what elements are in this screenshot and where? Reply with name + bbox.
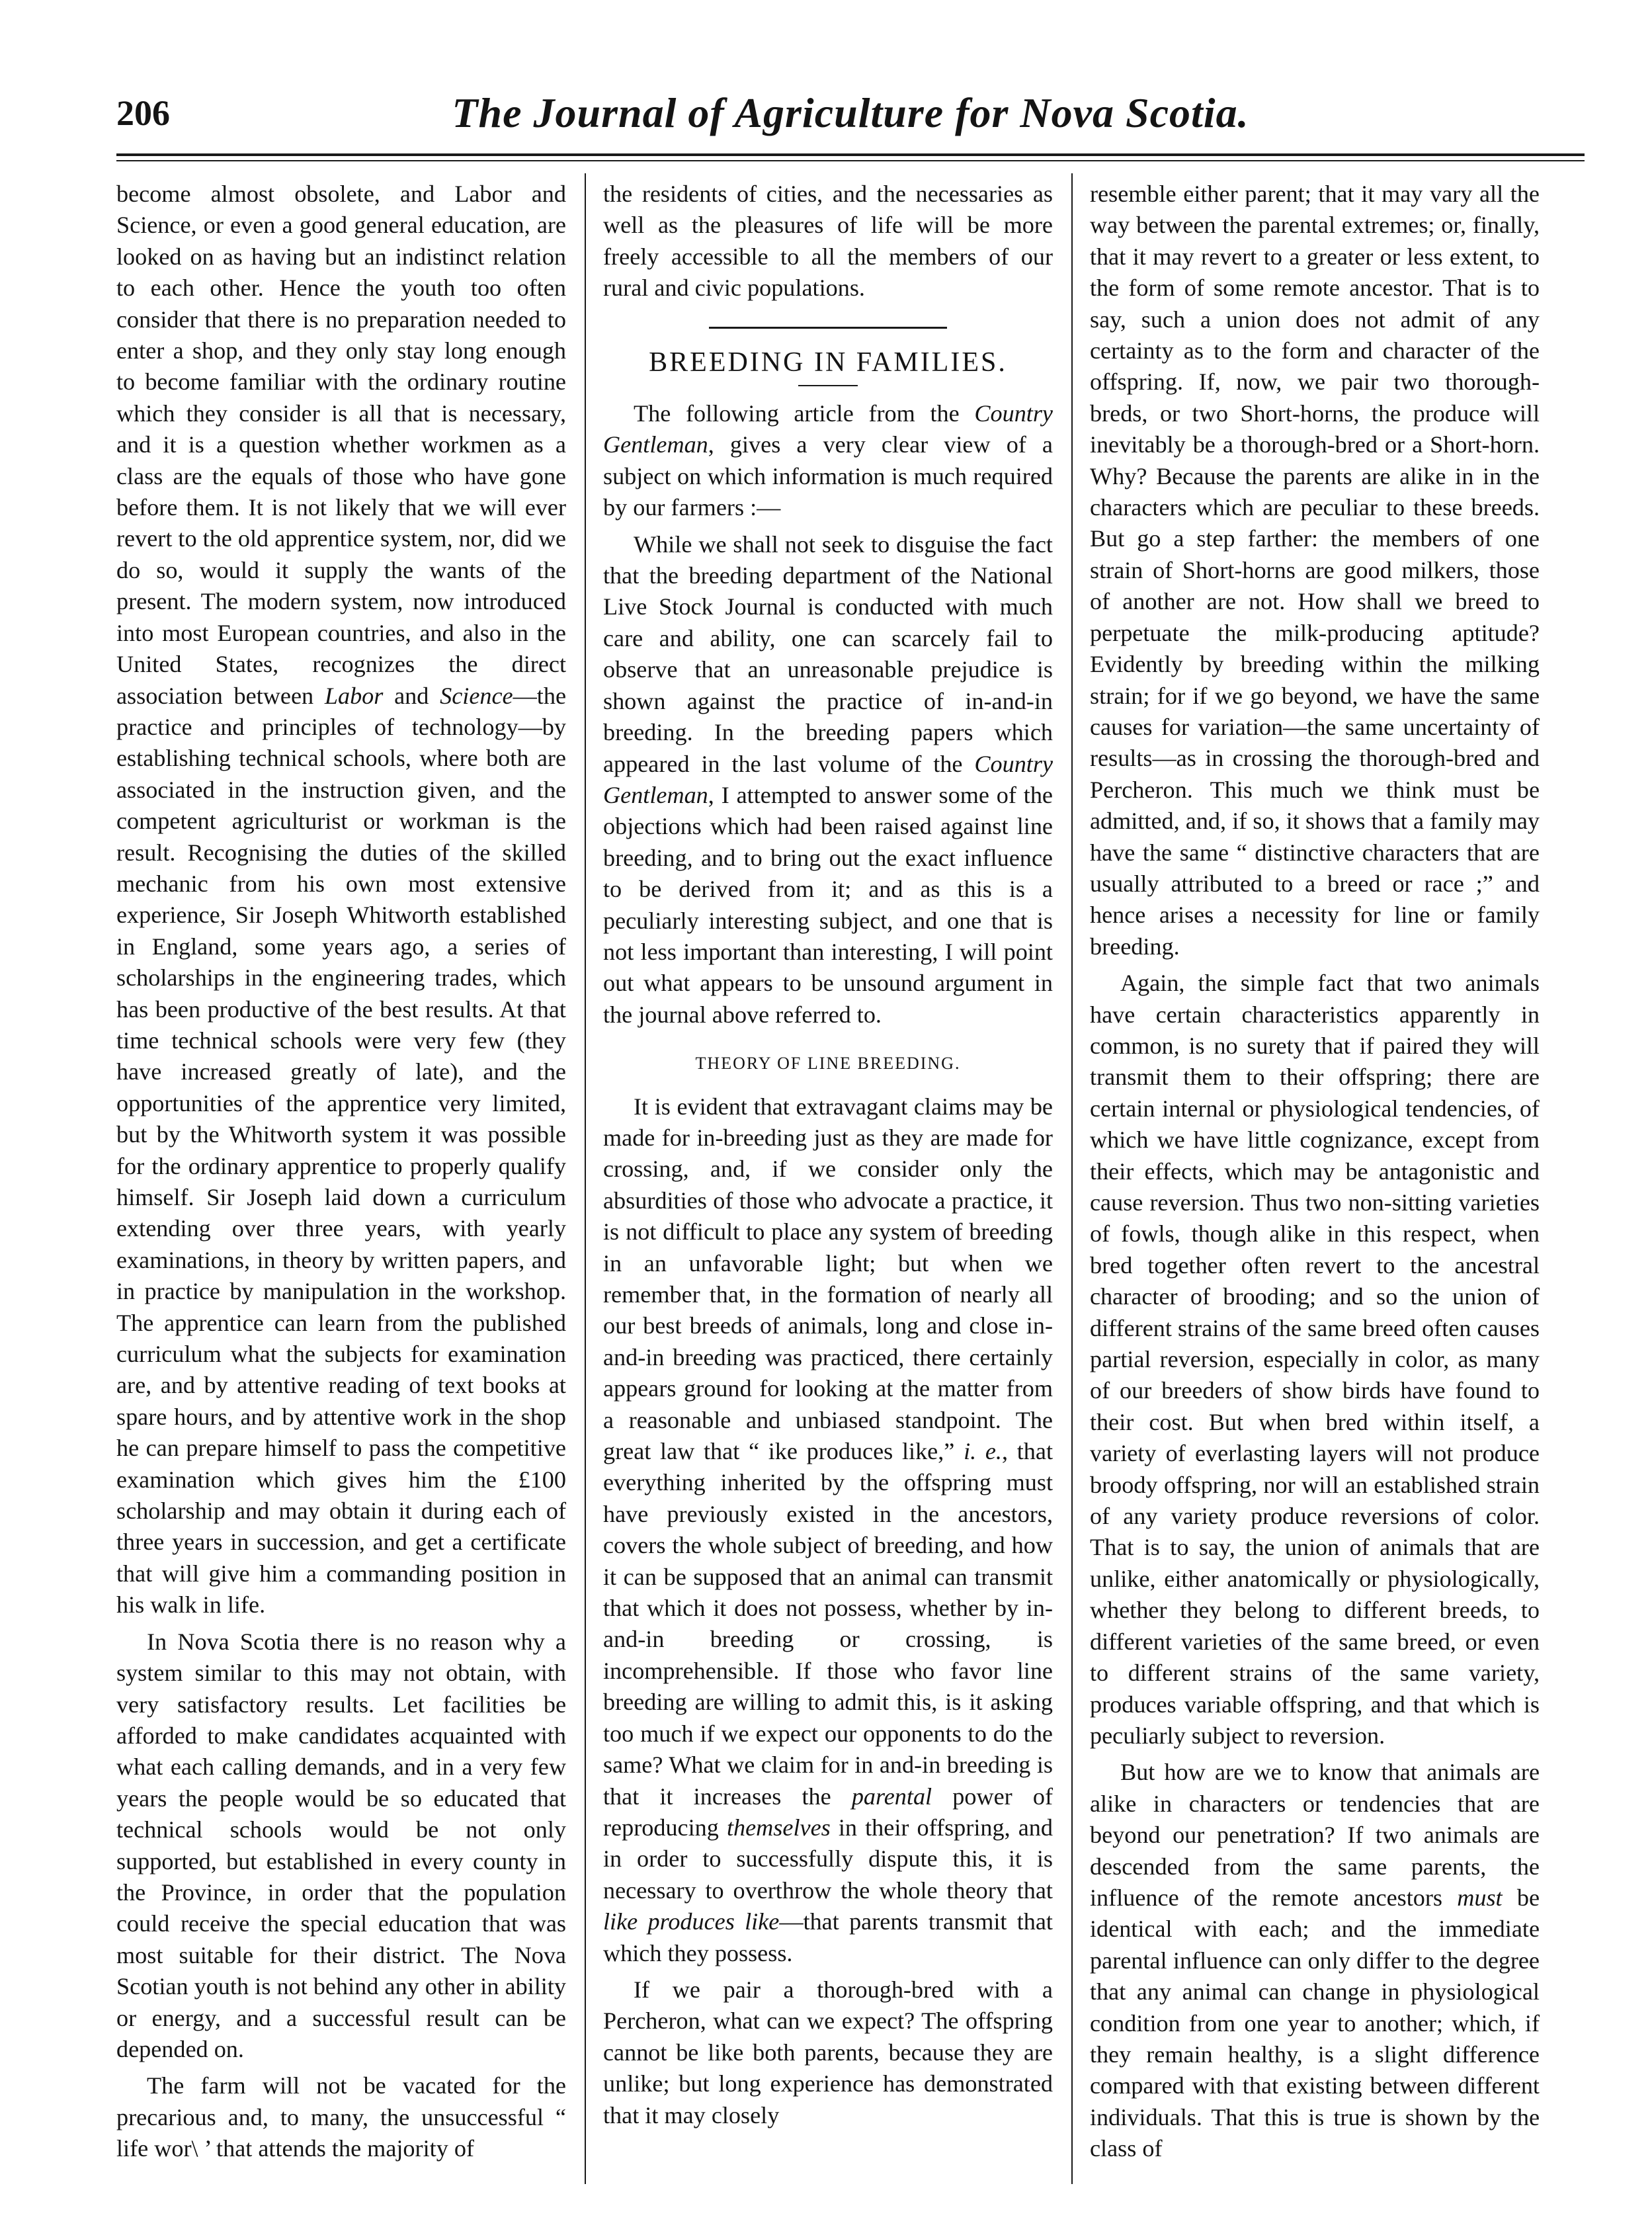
page-header [116, 89, 1585, 146]
section-title: BREEDING IN FAMILIES. [649, 347, 1007, 378]
paragraph: But how are we to know that animals are alike in characters or tendencies that are beyond our penetration? If two animals are descended from the same parents, the influence of the remote ancestors must be identical with each; and the immediate parental influence can only differ to the degree that any animal can change in physiological condition from one year to another; which, if they remain healthy, is a slight difference compared with that existing between different individuals. That this is true is shown by the class of [1090, 1759, 1540, 2162]
subsection-title: THEORY OF LINE BREEDING. [695, 1054, 961, 1074]
paragraph: In Nova Scotia there is no reason why a system similar to this may not obtain, with very satisfactory results. Let facilities be afforded to make candidates acquainted with what each calling demands, and in a very few years the people would be so educated that technical schools would be not only supported, but established in every county in the Province, in order that the population could receive the special education that was most suitable for their district. The Nova Scotian youth is not behind any other in ability or energy, and a successful result can be depended on. [116, 1628, 566, 2062]
column-3 [1090, 179, 1540, 2165]
column-1 [116, 179, 566, 2165]
paragraph: become almost obsolete, and Labor and Science, or even a good general education, are looked on as having but an indistinct relation to each other. Hence the youth too often consider that there is no preparation needed to enter a shop, and they only stay long enough to become familiar with the ordinary routine which they consider is all that is necessary, and it is a question whether workmen as a class are the equals of those who have gone before them. It is not likely that we will ever revert to the old apprentice system, nor, did we do so, would it supply the wants of the present. The modern system, now introduced into most European countries, and also in the United States, recognizes the direct association between Labor and Science—the practice and principles of technology—by establishing technical schools, where both are associated in the instruction given, and the competent agriculturist or workman is the result. Recognising the duties of the skilled mechanic from his own most extensive experience, Sir Joseph Whitworth established in England, some years ago, a series of scholarships in the engineering trades, which has been productive of the best results. At that time technical schools were very few (they have increased greatly of late), and the opportunities of the apprentice very limited, but by the Whitworth system it was possible for the ordinary apprentice to properly qualify himself. Sir Joseph laid down a curriculum extending over three years, with yearly examinations, in theory by written papers, and in practice by manipulation in the workshop. The apprentice can learn from the published curriculum what the subjects for examination are, and by attentive reading of text books at spare hours, and by attentive work in the shop he can prepare himself to pass the competitive examination which gives him the £100 scholarship and may obtain it during each of three years in succession, and get a certificate that will give him a commanding position in his walk in life. [116, 181, 567, 1619]
column-2 [603, 179, 1053, 2131]
paragraph: While we shall not seek to disguise the fact that the breeding department of the National Live Stock Journal is conducted with much care and ability, one can scarcely fail to observe that an unreasonable prejudice is shown against the practice of in-and-in breeding. In the breeding papers which appeared in the last volume of the Country Gentleman, I attempted to answer some of the objections which had been raised against line breeding, and to bring out the exact influence to be derived from it; and as this is a peculiarly interesting subject, and one that is not less important than interesting, I will point out what appears to be unsound argument in the journal above referred to. [603, 530, 1053, 1028]
paragraph: Again, the simple fact that two animals have certain characteristics apparently in common, is no surety that if paired they will transmit them to their offspring; there are certain internal or physiological tendencies, of which we have little cognizance, except from their effects, which may be antagonistic and cause reversion. Thus two non-sitting varieties of fowls, though alike in this respect, when bred together often revert to the ancestral character of brooding; and so the union of different strains of the same breed often causes partial reversion, especially in color, as many of our breeders of show birds have found to their cost. But when bred within itself, a variety of everlasting layers will not produce broody offspring, nor will an established strain of any variety produce reversions of color. That is to say, the union of animals that are unlike, either anatomically or physiologically, whether they belong to different breeds, to different varieties of the same breed, or even to different strains of the same variety, produces variable offspring, and that which is peculiarly subject to reversion. [1090, 970, 1540, 1749]
journal-title: The Journal of Agriculture for Nova Scotia. [452, 89, 1249, 136]
paragraph: the residents of cities, and the necessaries as well as the pleasures of life will be more freely accessible to all the members of our rural and civic populations. [603, 181, 1053, 302]
header-rule-top [116, 153, 1585, 156]
column-divider-left [585, 173, 586, 2184]
header-rule-bottom [116, 160, 1585, 161]
section-separator [709, 327, 947, 329]
title-underline [798, 385, 858, 386]
column-divider-right [1071, 173, 1073, 2184]
page-number: 206 [116, 93, 170, 133]
paragraph: It is evident that extravagant claims may be made for in-breeding just as they are made for crossing, and, if we consider only the absurdities of those who advocate a practice, it is not difficult to place any system of breeding in an unfavorable light; but when we remember that, in the formation of nearly all our best breeds of animals, long and close in-and-in breeding was practiced, there certainly appears ground for looking at the matter from a reasonable and unbiased standpoint. The great law that “ ike produces like,” i. e., that everything inherited by the offspring must have previously existed in the ancestors, covers the whole subject of breeding, and how it can be supposed that an animal can transmit that which it does not possess, whether by in-and-in breeding or crossing, is incomprehensible. If those who favor line breeding are willing to admit this, is it asking too much if we expect our opponents to do the same? What we claim for in and-in breeding is that it increases the parental power of reproducing themselves in their offspring, and in order to successfully dispute this, it is necessary to overthrow the whole theory that like produces like—that parents transmit that which they possess. [603, 1093, 1053, 1966]
paragraph: If we pair a thorough-bred with a Percheron, what can we expect? The offspring cannot be like both parents, because they are unlike; but long experience has demonstrated that it may closely [603, 1976, 1053, 2128]
paragraph: The farm will not be vacated for the precarious and, to many, the unsuccessful “ life wor\ ’ that attends the majority of [116, 2072, 566, 2162]
intro-paragraph: The following article from the Country Gentleman, gives a very clear view of a subject on which information is much required by our farmers :— [603, 400, 1053, 521]
paragraph: resemble either parent; that it may vary all the way between the parental extremes; or, finally, that it may revert to a greater or less extent, to the form of some remote ancestor. That is to say, such a union does not admit of any certainty as to the form and character of the offspring. If, now, we pair two thorough-breds, or two Short-horns, the produce will inevitably be a thorough-bred or a Short-horn. Why? Because the parents are alike in in the characters which are peculiar to these breeds. But go a step farther: the members of one strain of Short-horns are good milkers, those of another are not. How shall we breed to perpetuate the milk-producing aptitude? Evidently by breeding within the milking strain; for if we go beyond, we have the same causes for variation—the same uncertainty of results—as in crossing the thorough-bred and Percheron. This much we think must be admitted, and, if so, it shows that a family may have the same “ distinctive characters that are usually attributed to a breed or race ;” and hence arises a necessity for line or family breeding. [1090, 181, 1540, 960]
